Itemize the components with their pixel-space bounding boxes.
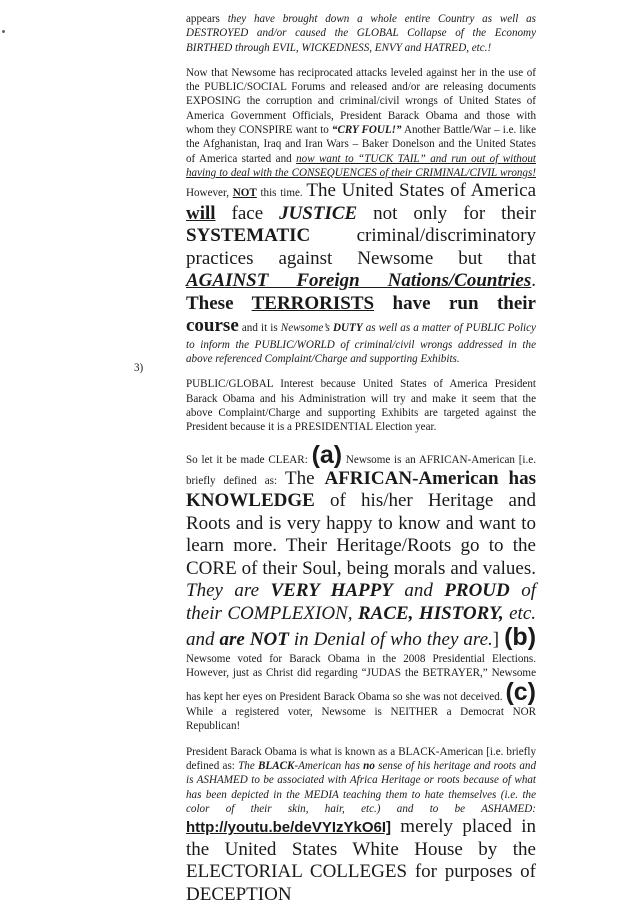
p4-b: The bbox=[238, 760, 259, 773]
item3-j: and bbox=[392, 580, 445, 602]
item3-g: of his/her Heritage and Roots and is very happy to know and want to learn more. Their Heritage/Roots go to the CORE of their Soul, being morals and values. bbox=[186, 490, 536, 579]
p2-justice: JUSTICE bbox=[279, 202, 358, 224]
paragraph-2 bbox=[186, 66, 536, 366]
p2-duty: DUTY bbox=[333, 322, 363, 335]
p2-j: face bbox=[215, 202, 280, 224]
p2-u: Newsome’s bbox=[280, 322, 334, 335]
item3-d: Newsome is an AFRICAN-American [i.e. briefly defined as: bbox=[186, 453, 536, 487]
item3-proud: PROUD bbox=[444, 580, 510, 602]
label-b: (b) bbox=[504, 623, 537, 652]
p2-w: as well as a matter of PUBLIC Policy to inform the PUBLIC/WORLD of criminal/civil wrongs addressed in the above referenced Complaint/Charge and supporting Exhibits. bbox=[186, 322, 536, 366]
item3-h: They are bbox=[186, 580, 271, 602]
item-3-body bbox=[186, 440, 537, 734]
p4-f: sense of his heritage and roots and is ASHAMED to be associated with Africa Heritage or roots because of what has been depicted in the MEDIA teaching them to hate themselves (i.e. the color of their skin, hair, etc.) and to be ASHAMED: bbox=[186, 760, 536, 815]
p2-will: will bbox=[186, 202, 216, 224]
paragraph-4 bbox=[186, 745, 536, 906]
paragraph-1 bbox=[186, 12, 536, 55]
item3-very-happy: VERY HAPPY bbox=[270, 580, 393, 602]
item3-e: The bbox=[285, 467, 325, 489]
p2-p: . bbox=[531, 270, 536, 292]
item-number-3: 3) bbox=[134, 362, 144, 374]
p2-c: Another Battle/War – i.e. like the Afghanistan, Iraq and Iran Wars – Baker Donelson and the United States of America started and bbox=[186, 124, 536, 165]
item3-n: etc. and bbox=[186, 602, 537, 651]
p2-a: Now that Newsome has reciprocated attacks leveled against her in the use of the PUBLIC/SOCIAL Forums and released and/or are releasing documents EXPOSING the corruption and criminal/civil wrongs of United States of America Government Officials, President Barack Obama and those with whom they CONSPIRE want to bbox=[186, 66, 536, 137]
item3-african-american: AFRICAN-American has KNOWLEDGE bbox=[186, 467, 536, 512]
p1-text: appears bbox=[186, 13, 228, 25]
item3-b: So let it be made CLEAR: bbox=[186, 453, 312, 466]
p4-i: merely placed in the United States White House by the ELECTORIAL COLLEGES for purposes of DECEPTION bbox=[186, 816, 536, 905]
item3-s: Newsome voted for Barack Obama in the 2008 Presidential Elections. However, just as Christ did regarding “JUDAS the BETRAYER,” Newsome has kept her eyes on President Barack Obama so she was not deceived. bbox=[186, 652, 536, 704]
item3-q: ] bbox=[492, 629, 505, 651]
item3-a: PUBLIC/GLOBAL Interest because United States of America President Barack Obama and his Administration will try and make it seem that the above Complaint/Charge and supporting Exhibits are targeted against the President because it is a PRESIDENTIAL Election year. bbox=[186, 378, 536, 434]
scan-speck bbox=[2, 30, 5, 33]
p2-g: this time. bbox=[256, 187, 307, 200]
item3-l: of their COMPLEXION, bbox=[186, 580, 537, 624]
item-3-intro bbox=[186, 377, 536, 434]
item3-are-not: are NOT bbox=[219, 629, 289, 651]
document-page bbox=[186, 12, 536, 906]
p2-not: NOT bbox=[232, 187, 257, 200]
p4-a: President Barack Obama is what is known as a BLACK-American [i.e. briefly defined as: bbox=[186, 745, 536, 773]
p2-run: have run their course bbox=[186, 292, 536, 337]
p2-against: AGAINST Foreign Nations/Countries bbox=[186, 270, 532, 292]
youtube-link[interactable]: http://youtu.be/deVYIzYkO6I] bbox=[186, 819, 392, 837]
p2-e: However, bbox=[186, 187, 233, 200]
p1-italic: they have brought down a whole entire Country as well as DESTROYED and/or caused the GLOBAL Collapse of the Economy BIRTHED through EVIL, WICKEDNESS, ENVY and HATRED, etc.! bbox=[186, 13, 536, 54]
p2-t: and it is bbox=[238, 322, 281, 335]
label-c: (c) bbox=[505, 678, 536, 707]
p2-terrorists: TERRORISTS bbox=[251, 292, 375, 314]
item3-race-history: RACE, HISTORY, bbox=[357, 602, 504, 624]
p2-n: criminal/discriminatory practices against Newsome but that bbox=[186, 225, 536, 269]
p2-h: The United States of America bbox=[306, 180, 536, 202]
p2-cry-foul: “CRY FOUL!” bbox=[331, 124, 402, 137]
label-a: (a) bbox=[311, 440, 343, 469]
p4-d: -American has bbox=[294, 760, 364, 773]
p2-systematic: SYSTEMATIC bbox=[186, 225, 311, 247]
p2-tuck-tail: now want to “TUCK TAIL” and run out of without having to deal with the CONSEQUENCES of their CRIMINAL/CIVIL wrongs! bbox=[186, 152, 537, 179]
p4-no: no bbox=[363, 760, 375, 773]
item3-p: in Denial of who they are. bbox=[288, 629, 493, 651]
p4-black: BLACK bbox=[258, 760, 295, 773]
item3-u: While a registered voter, Newsome is NEITHER a Democrat NOR Republican! bbox=[186, 706, 536, 733]
p2-these: These bbox=[186, 292, 252, 314]
p2-l: not only for their bbox=[357, 202, 536, 224]
